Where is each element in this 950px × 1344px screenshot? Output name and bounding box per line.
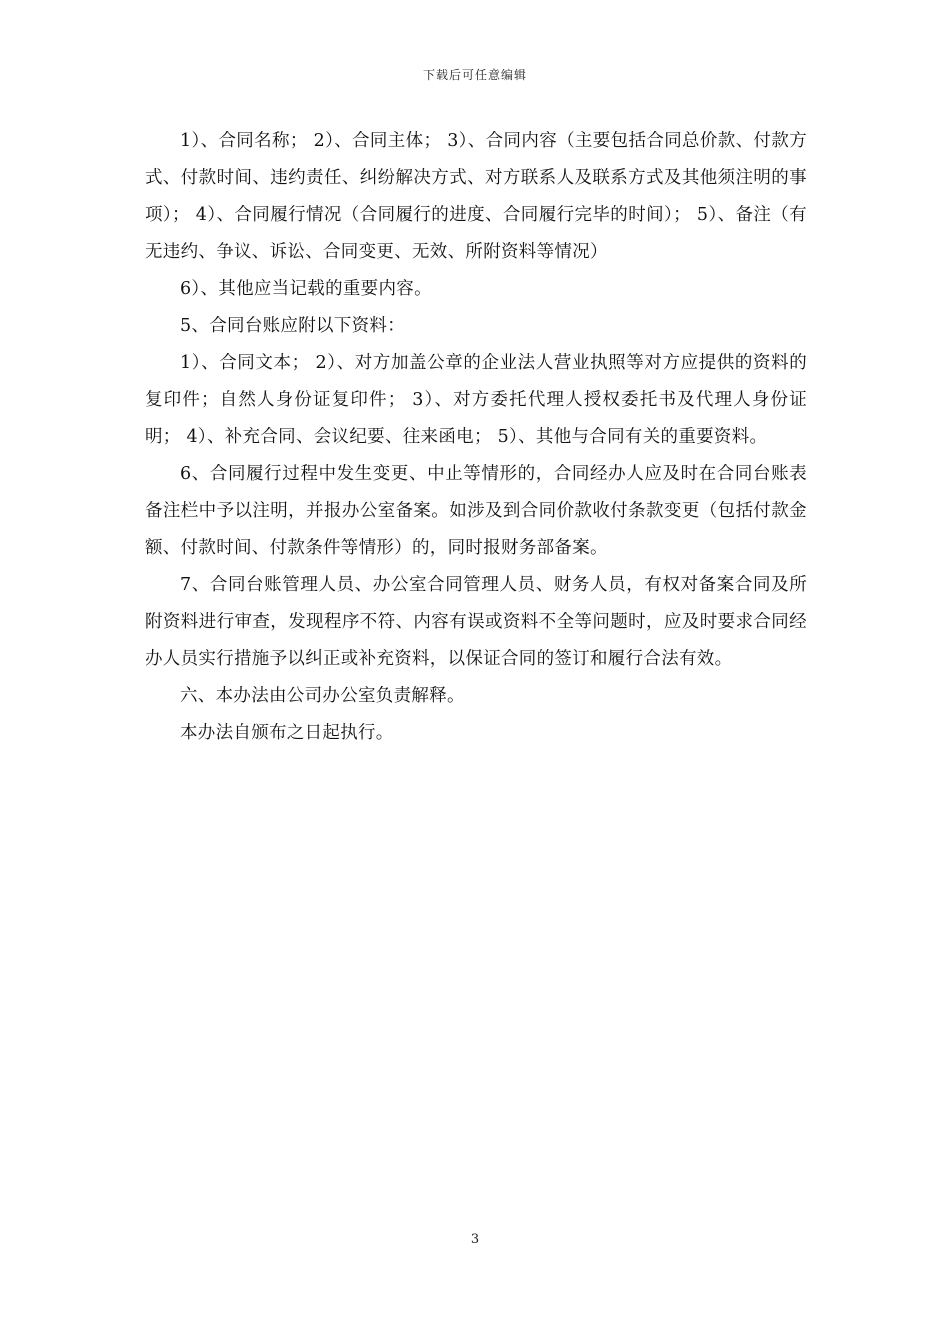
page-number: 3 [470, 1232, 480, 1247]
paragraph-attachments-list: 1）、合同文本； 2）、对方加盖公章的企业法人营业执照等对方应提供的资料的复印件；自然人身份证复印件； 3）、对方委托代理人授权委托书及代理人身份证明； 4）、补充合同、会议纪要、往来函电； 5）、其他与合同有关的重要资料。 [145, 353, 807, 447]
paragraph-attachments-heading: 5、合同台账应附以下资料： [180, 316, 406, 336]
paragraph-contract-changes: 6、合同履行过程中发生变更、中止等情形的，合同经办人应及时在合同台账表备注栏中予以注明，并报办公室备案。如涉及到合同价款收付条款变更（包括付款金额、付款时间、付款条件等情形）的，同时报财务部备案。 [145, 464, 807, 558]
document-body [145, 123, 807, 752]
paragraph-interpretation: 六、本办法由公司办公室负责解释。 [180, 686, 465, 706]
paragraph-ledger-contents: 1）、合同名称； 2）、合同主体； 3）、合同内容（主要包括合同总价款、付款方式、付款时间、违约责任、纠纷解决方式、对方联系人及联系方式及其他须注明的事项）； 4）、合同履行情况（合同履行的进度、合同履行完毕的时间）； 5）、备注（有无违约、争议、诉讼、合同变更、无效、所附资料等情况） [145, 131, 807, 262]
paragraph-effective-date: 本办法自颁布之日起执行。 [180, 723, 394, 743]
paragraph-other-content: 6）、其他应当记载的重要内容。 [180, 279, 432, 299]
paragraph-review-rights: 7、合同台账管理人员、办公室合同管理人员、财务人员，有权对备案合同及所附资料进行审查，发现程序不符、内容有误或资料不全等问题时，应及时要求合同经办人员实行措施予以纠正或补充资料，以保证合同的签订和履行合法有效。 [145, 575, 807, 669]
page-header: 下载后可任意编辑 [422, 68, 527, 82]
